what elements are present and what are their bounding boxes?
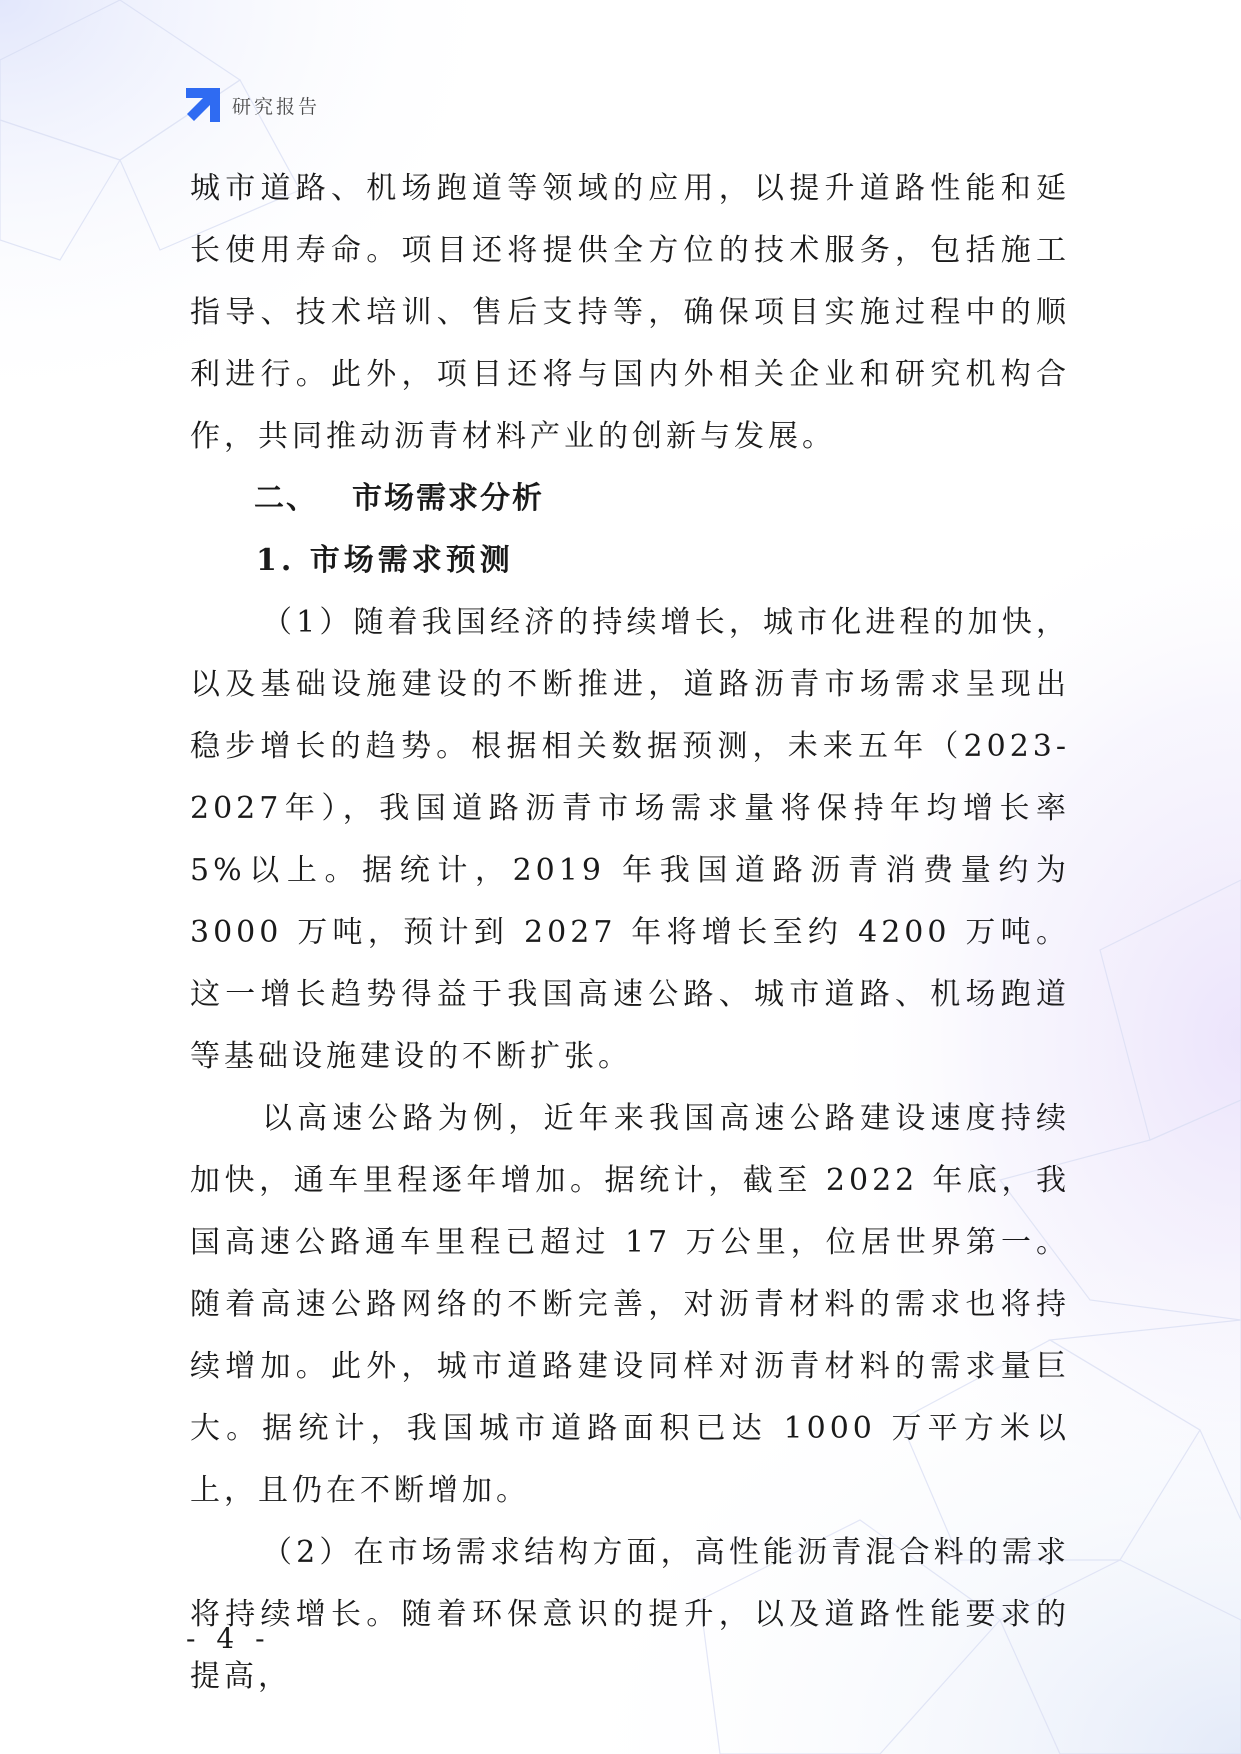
arrow-up-right-icon	[186, 88, 220, 122]
document-body	[190, 158, 1070, 1708]
page-header	[186, 88, 320, 122]
paragraph-market-forecast: （1）随着我国经济的持续增长，城市化进程的加快，以及基础设施建设的不断推进，道路沥青市场需求呈现出稳步增长的趋势。根据相关数据预测，未来五年（2023-2027年），我国道路沥青市场需求量将保持年均增长率 5%以上。据统计，2019 年我国道路沥青消费量约为 3000 万吨，预计到 2027 年将增长至约 4200 万吨。这一增长趋势得益于我国高速公路、城市道路、机场跑道等基础设施建设的不断扩张。	[190, 605, 1070, 1074]
section-heading	[190, 468, 1070, 530]
paragraph-highway-example: 以高速公路为例，近年来我国高速公路建设速度持续加快，通车里程逐年增加。据统计，截至 2022 年底，我国高速公路通车里程已超过 17 万公里，位居世界第一。随着高速公路网络的不断完善，对沥青材料的需求也将持续增加。此外，城市道路建设同样对沥青材料的需求量巨大。据统计，我国城市道路面积已达 1000 万平方米以上，且仍在不断增加。	[190, 1101, 1070, 1508]
paragraph-intro: 城市道路、机场跑道等领域的应用，以提升道路性能和延长使用寿命。项目还将提供全方位的技术服务，包括施工指导、技术培训、售后支持等，确保项目实施过程中的顺利进行。此外，项目还将与国内外相关企业和研究机构合作，共同推动沥青材料产业的创新与发展。	[190, 171, 1070, 454]
section-title: 市场需求分析	[352, 481, 544, 516]
page-number: - 4 -	[186, 1622, 271, 1655]
subsection-heading: 1. 市场需求预测	[256, 543, 514, 578]
header-label: 研究报告	[232, 95, 321, 118]
section-number: 二、	[254, 481, 318, 516]
paragraph-demand-structure: （2）在市场需求结构方面，高性能沥青混合料的需求将持续增长。随着环保意识的提升，以及道路性能要求的提高，	[190, 1535, 1070, 1694]
